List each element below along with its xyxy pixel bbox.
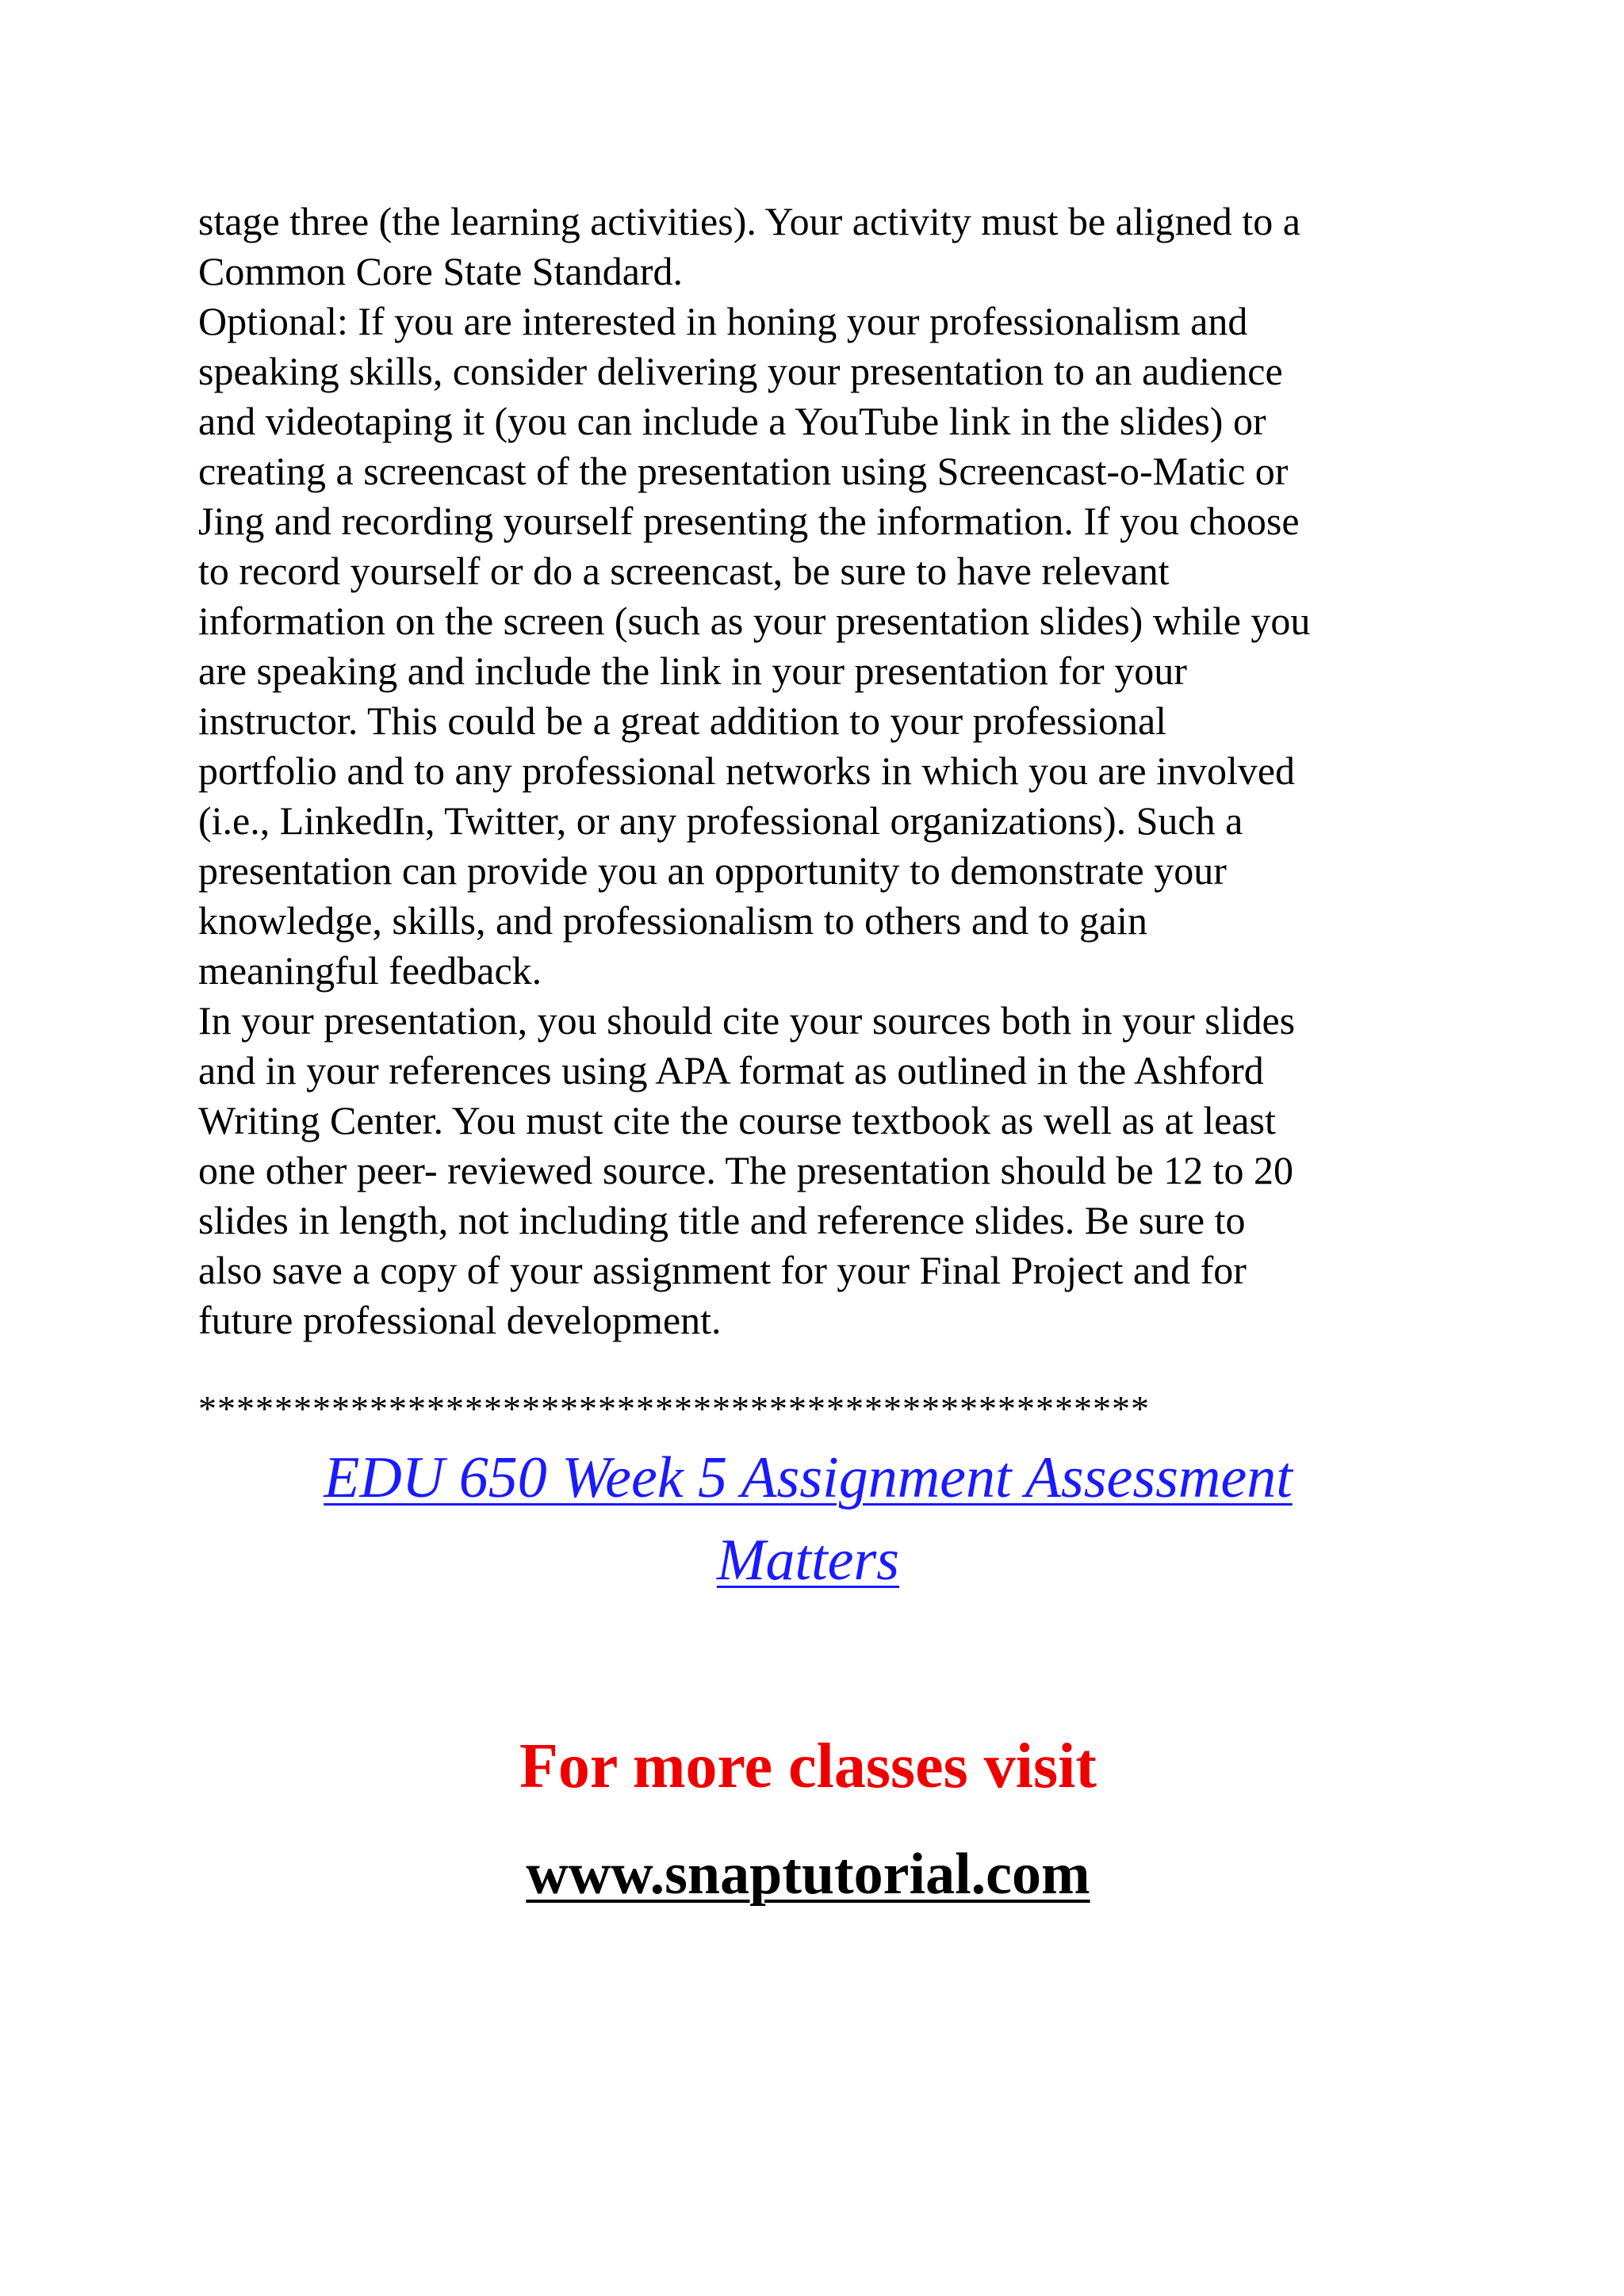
text-line: information on the screen (such as your presentation slides) while you: [198, 599, 1311, 643]
assignment-title-line-2: Matters: [716, 1528, 900, 1593]
text-line: slides in length, not including title and reference slides. Be sure to: [198, 1198, 1246, 1242]
text-line: Jing and recording yourself presenting the information. If you choose: [198, 499, 1300, 543]
website-link[interactable]: www.snaptutorial.com: [526, 1842, 1090, 1907]
text-line: stage three (the learning activities). Your activity must be aligned to a: [198, 199, 1300, 243]
text-line: presentation can provide you an opportunity to demonstrate your: [198, 848, 1227, 893]
text-line: and videotaping it (you can include a YouTube link in the slides) or: [198, 399, 1266, 443]
text-line: instructor. This could be a great addition to your professional: [198, 698, 1167, 743]
text-line: Common Core State Standard.: [198, 249, 684, 293]
text-line: speaking skills, consider delivering your presentation to an audience: [198, 349, 1283, 393]
assignment-title-link[interactable]: [198, 1437, 1418, 1601]
asterisk-divider: **************************************************: [198, 1388, 1150, 1429]
promo-heading: For more classes visit: [519, 1732, 1097, 1801]
text-line: creating a screencast of the presentation using Screencast-o-Matic or: [198, 449, 1289, 493]
text-line: Optional: If you are interested in honing your professionalism and: [198, 299, 1248, 343]
text-line: portfolio and to any professional networks in which you are involved: [198, 748, 1296, 793]
text-line: In your presentation, you should cite your sources both in your slides: [198, 998, 1296, 1043]
text-line: meaningful feedback.: [198, 948, 542, 993]
paragraph-citation-requirements: [198, 996, 1418, 1345]
text-line: and in your references using APA format as outlined in the Ashford: [198, 1048, 1264, 1093]
paragraph-optional-presentation: [198, 297, 1418, 996]
text-line: also save a copy of your assignment for your Final Project and for: [198, 1248, 1247, 1292]
text-line: knowledge, skills, and professionalism to others and to gain: [198, 898, 1148, 943]
text-line: (i.e., LinkedIn, Twitter, or any professional organizations). Such a: [198, 798, 1243, 843]
assignment-title-line-1: EDU 650 Week 5 Assignment Assessment: [324, 1445, 1293, 1510]
text-line: one other peer- reviewed source. The presentation should be 12 to 20: [198, 1148, 1293, 1192]
text-line: Writing Center. You must cite the course textbook as well as at least: [198, 1098, 1276, 1142]
text-line: to record yourself or do a screencast, be sure to have relevant: [198, 549, 1170, 593]
text-line: are speaking and include the link in your presentation for your: [198, 649, 1187, 693]
text-line: future professional development.: [198, 1298, 722, 1342]
paragraph-learning-activities: [198, 197, 1418, 297]
